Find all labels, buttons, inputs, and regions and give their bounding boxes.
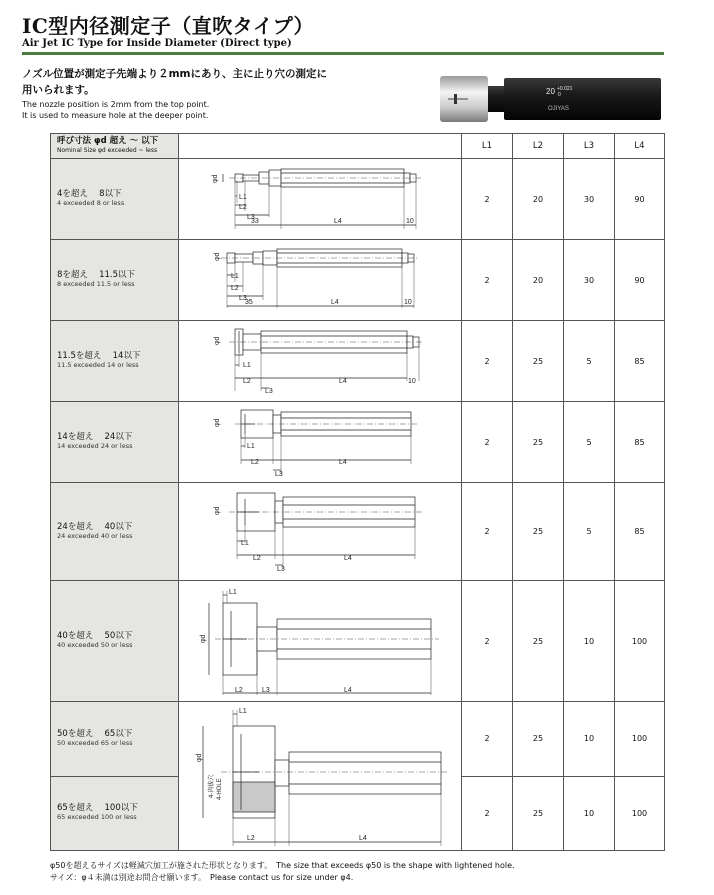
intro-jp bbox=[22, 66, 327, 98]
dim-l2: L2 bbox=[231, 285, 239, 292]
spec-table bbox=[50, 133, 665, 851]
cell-l4: 85 bbox=[615, 402, 665, 483]
page-title: IC型内径測定子（直吹タイプ） bbox=[22, 14, 314, 38]
nominal-en: 40 exceeded 50 or less bbox=[57, 641, 133, 649]
nominal-cell bbox=[51, 321, 179, 402]
dim-l1: L1 bbox=[243, 362, 251, 369]
intro-jp-line2: 用いられます。 bbox=[22, 84, 95, 96]
cell-l2: 25 bbox=[513, 321, 564, 402]
footnote-contact: サイズ：φ４未満は別途お問合せ願います。 Please contact us for size under φ4. bbox=[50, 873, 354, 882]
dim-l3: L3 bbox=[277, 566, 285, 573]
cell-l1: 2 bbox=[462, 321, 513, 402]
dim-l1: L1 bbox=[239, 708, 247, 715]
dim-10: 10 bbox=[406, 218, 414, 225]
dim-phid: φd bbox=[196, 753, 203, 762]
intro-en bbox=[22, 99, 209, 121]
gauge-drawing-2 bbox=[179, 240, 462, 320]
drawing-cell bbox=[179, 581, 462, 702]
nominal-jp: 11.5を超え 14以下 bbox=[57, 351, 141, 361]
cell-l3: 30 bbox=[564, 240, 615, 321]
cell-l2: 25 bbox=[513, 776, 564, 851]
gauge-drawing-3 bbox=[179, 321, 462, 401]
dim-l4: L4 bbox=[339, 459, 347, 466]
dim-l1: L1 bbox=[239, 194, 247, 201]
gauge-drawing-4 bbox=[179, 402, 462, 482]
dim-l2: L2 bbox=[235, 687, 243, 694]
cell-l4: 85 bbox=[615, 321, 665, 402]
nominal-cell bbox=[51, 159, 179, 240]
gauge-drawing-7 bbox=[179, 702, 462, 850]
cell-l3: 5 bbox=[564, 402, 615, 483]
nominal-jp: 65を超え 100以下 bbox=[57, 803, 138, 814]
nominal-en: 14 exceeded 24 or less bbox=[57, 442, 133, 450]
table-row bbox=[51, 581, 665, 702]
cell-l3: 10 bbox=[564, 776, 615, 851]
dim-l4: L4 bbox=[334, 218, 342, 225]
dim-l4: L4 bbox=[359, 835, 367, 842]
gauge-drawing-1 bbox=[179, 159, 462, 239]
cell-l2: 25 bbox=[513, 402, 564, 483]
dim-phid: φd bbox=[212, 174, 219, 183]
cell-l1: 2 bbox=[462, 240, 513, 321]
cell-l2: 25 bbox=[513, 702, 564, 777]
dim-phid: φd bbox=[214, 336, 221, 345]
dim-l2: L2 bbox=[251, 459, 259, 466]
photo-brand-text: OJIYAS bbox=[548, 106, 569, 112]
dim-l3: L3 bbox=[239, 295, 247, 302]
header-nominal-jp: 呼び寸法 φd 超え ～ 以下 bbox=[57, 136, 159, 146]
dim-l1: L1 bbox=[241, 540, 249, 547]
nominal-en: 4 exceeded 8 or less bbox=[57, 199, 125, 207]
nominal-jp: 14を超え 24以下 bbox=[57, 432, 133, 442]
cell-l1: 2 bbox=[462, 581, 513, 702]
table-row bbox=[51, 483, 665, 581]
dim-phid: φd bbox=[214, 418, 221, 427]
cell-l2: 20 bbox=[513, 159, 564, 240]
nominal-en: 24 exceeded 40 or less bbox=[57, 531, 133, 540]
drawing-cell bbox=[179, 702, 462, 851]
cell-l4: 90 bbox=[615, 240, 665, 321]
table-row bbox=[51, 402, 665, 483]
nominal-jp: 50を超え 65以下 bbox=[57, 728, 133, 739]
cell-l4: 100 bbox=[615, 702, 665, 777]
cell-l1: 2 bbox=[462, 483, 513, 581]
photo-neck bbox=[488, 86, 506, 112]
intro-en-line1: The nozzle position is 2mm from the top point. bbox=[22, 100, 210, 109]
dim-l3: L3 bbox=[262, 687, 270, 694]
nominal-cell bbox=[51, 483, 179, 581]
cell-l2: 25 bbox=[513, 483, 564, 581]
dim-l4: L4 bbox=[344, 687, 352, 694]
cell-l1: 2 bbox=[462, 702, 513, 777]
cell-l3: 5 bbox=[564, 483, 615, 581]
dim-10: 10 bbox=[404, 299, 412, 306]
dim-l2: L2 bbox=[239, 204, 247, 211]
table-row bbox=[51, 702, 665, 777]
dim-phid: φd bbox=[214, 252, 221, 261]
dim-phid: φd bbox=[214, 506, 221, 515]
header-l3: L3 bbox=[564, 134, 615, 159]
dim-35: 35 bbox=[245, 299, 253, 306]
hole-label-en: 4-HOLE bbox=[217, 778, 223, 800]
cell-l3: 10 bbox=[564, 702, 615, 777]
nominal-en: 11.5 exceeded 14 or less bbox=[57, 361, 139, 369]
header-l4: L4 bbox=[615, 134, 665, 159]
cell-l4: 100 bbox=[615, 581, 665, 702]
cell-l1: 2 bbox=[462, 776, 513, 851]
header-nominal-en: Nominal Size φd exceeded ~ less bbox=[57, 147, 158, 154]
dim-l1: L1 bbox=[247, 443, 255, 450]
header-nominal bbox=[51, 134, 179, 159]
intro-jp-line1: ノズル位置が測定子先端より２mmにあり、主に止り穴の測定に bbox=[22, 68, 327, 80]
cell-l2: 25 bbox=[513, 581, 564, 702]
dim-l1: L1 bbox=[229, 589, 237, 596]
cell-l4: 85 bbox=[615, 483, 665, 581]
photo-size-label: 20 bbox=[546, 87, 555, 96]
header-l1: L1 bbox=[462, 134, 513, 159]
nominal-cell bbox=[51, 702, 179, 777]
photo-tol-upper: +0.021 bbox=[557, 86, 573, 92]
dim-l1: L1 bbox=[231, 273, 239, 280]
gauge-drawing-5 bbox=[179, 483, 462, 580]
table-header-row bbox=[51, 134, 665, 159]
table-row bbox=[51, 321, 665, 402]
cell-l4: 90 bbox=[615, 159, 665, 240]
dim-phid: φd bbox=[200, 634, 207, 643]
dim-10: 10 bbox=[408, 378, 416, 385]
nominal-cell bbox=[51, 581, 179, 702]
drawing-cell bbox=[179, 483, 462, 581]
nominal-en: 50 exceeded 65 or less bbox=[57, 738, 133, 747]
dim-l2: L2 bbox=[243, 378, 251, 385]
dim-l3: L3 bbox=[247, 214, 255, 221]
drawing-cell bbox=[179, 240, 462, 321]
dim-l3: L3 bbox=[275, 471, 283, 478]
table-row bbox=[51, 159, 665, 240]
table-row bbox=[51, 240, 665, 321]
dim-l2: L2 bbox=[253, 555, 261, 562]
cell-l1: 2 bbox=[462, 159, 513, 240]
cell-l3: 5 bbox=[564, 321, 615, 402]
dim-33: 33 bbox=[251, 218, 259, 225]
cell-l3: 30 bbox=[564, 159, 615, 240]
nominal-jp: 40を超え 50以下 bbox=[57, 631, 133, 641]
drawing-cell bbox=[179, 321, 462, 402]
cell-l2: 20 bbox=[513, 240, 564, 321]
cell-l4: 100 bbox=[615, 776, 665, 851]
nominal-cell bbox=[51, 240, 179, 321]
header-l2: L2 bbox=[513, 134, 564, 159]
nominal-en: 8 exceeded 11.5 or less bbox=[57, 280, 135, 288]
cell-l3: 10 bbox=[564, 581, 615, 702]
nominal-jp: 4を超え 8以下 bbox=[57, 189, 122, 199]
intro-en-line2: It is used to measure hole at the deeper point. bbox=[22, 111, 209, 120]
product-photo bbox=[438, 72, 663, 126]
dim-l4: L4 bbox=[331, 299, 339, 306]
dim-l2: L2 bbox=[247, 835, 255, 842]
photo-handle bbox=[504, 78, 661, 120]
dim-l3: L3 bbox=[265, 388, 273, 395]
page-subtitle: Air Jet IC Type for Inside Diameter (Direct type) bbox=[22, 38, 292, 49]
drawing-cell bbox=[179, 402, 462, 483]
gauge-drawing-6 bbox=[179, 581, 462, 701]
dim-l4: L4 bbox=[344, 555, 352, 562]
drawing-cell bbox=[179, 159, 462, 240]
footnote-lightened-hole: φ50を超えるサイズは軽減穴加工が施された形状となります。 The size that exceeds φ50 is the shape with lightened hole. bbox=[50, 861, 515, 870]
title-divider bbox=[22, 52, 664, 55]
header-drawing bbox=[179, 134, 462, 159]
dim-l4: L4 bbox=[339, 378, 347, 385]
cell-l1: 2 bbox=[462, 402, 513, 483]
nominal-jp: 8を超え 11.5以下 bbox=[57, 270, 136, 280]
nominal-cell bbox=[51, 776, 179, 851]
nominal-en: 65 exceeded 100 or less bbox=[57, 813, 137, 822]
hole-label-jp: 4-肉抜穴 bbox=[209, 774, 215, 798]
photo-tol-lower: 0 bbox=[558, 92, 561, 98]
nominal-jp: 24を超え 40以下 bbox=[57, 521, 133, 532]
nominal-cell bbox=[51, 402, 179, 483]
